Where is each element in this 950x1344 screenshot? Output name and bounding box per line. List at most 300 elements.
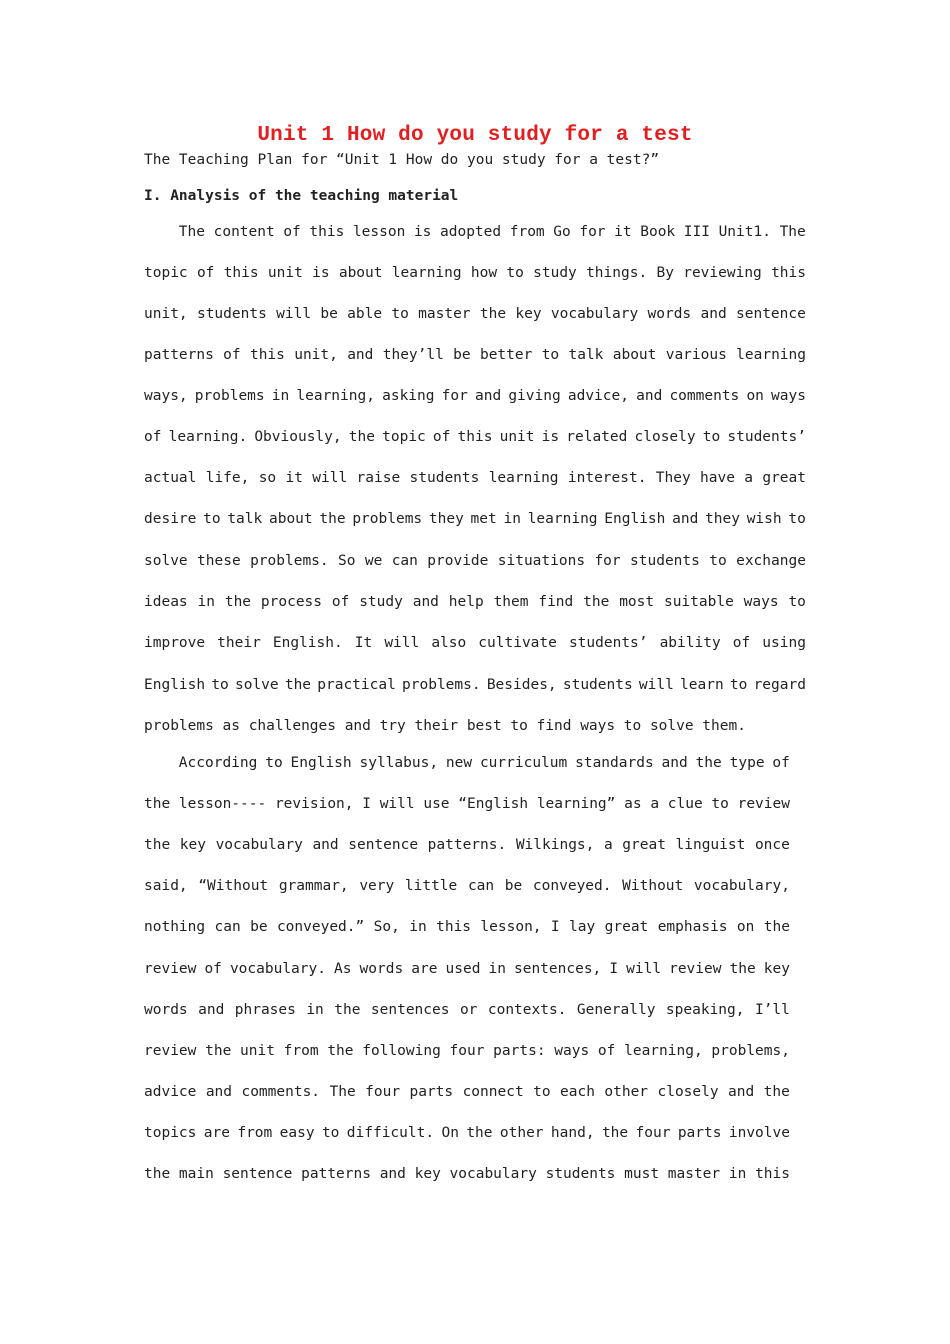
word: also bbox=[431, 635, 467, 651]
word: use bbox=[423, 796, 450, 812]
word: to bbox=[702, 429, 721, 445]
word: in bbox=[409, 919, 427, 935]
word: to bbox=[510, 718, 528, 734]
word: solve bbox=[649, 718, 694, 734]
word: the bbox=[763, 1084, 790, 1100]
word: to bbox=[623, 718, 642, 734]
word: for bbox=[579, 224, 606, 240]
word: words bbox=[359, 961, 404, 977]
word: and bbox=[672, 511, 699, 527]
word: students bbox=[196, 306, 267, 322]
word: On bbox=[441, 1125, 459, 1141]
word: syllabus, bbox=[359, 755, 439, 771]
paragraph-1-line bbox=[144, 429, 806, 445]
paragraph-2-line bbox=[144, 1002, 790, 1018]
word: will bbox=[312, 470, 348, 486]
word: find bbox=[536, 718, 572, 734]
word: and bbox=[412, 594, 439, 610]
word: to bbox=[788, 594, 806, 610]
word: parts bbox=[677, 1125, 722, 1141]
word: parts: bbox=[493, 1043, 546, 1059]
word: sentence bbox=[348, 837, 419, 853]
word: as bbox=[624, 796, 642, 812]
word: about bbox=[612, 347, 657, 363]
word: unit bbox=[240, 1043, 275, 1059]
word: to bbox=[533, 1084, 551, 1100]
word: vocabulary bbox=[215, 837, 303, 853]
word: learning, bbox=[296, 388, 375, 404]
word: clue bbox=[667, 796, 703, 812]
word: in bbox=[503, 511, 521, 527]
word: the bbox=[601, 1125, 629, 1141]
paragraph-1-line bbox=[144, 718, 806, 734]
word: lesson---- bbox=[178, 796, 267, 812]
word: III bbox=[683, 224, 710, 240]
word: I bbox=[609, 961, 619, 977]
word: to bbox=[211, 677, 229, 693]
word: topic bbox=[144, 265, 188, 281]
word: four bbox=[365, 1084, 401, 1100]
word: nothing bbox=[144, 919, 206, 935]
word: lesson, bbox=[480, 919, 542, 935]
word: learning, bbox=[624, 1043, 703, 1059]
word: following bbox=[362, 1043, 441, 1059]
word: the bbox=[144, 796, 171, 812]
word: to bbox=[265, 755, 283, 771]
word: By bbox=[656, 265, 674, 281]
word: vocabulary bbox=[449, 1166, 537, 1182]
word: better bbox=[479, 347, 533, 363]
word: said, bbox=[144, 878, 188, 894]
section-heading: I. Analysis of the teaching material bbox=[144, 188, 459, 204]
word: review bbox=[737, 796, 790, 812]
word: problems bbox=[352, 511, 423, 527]
word: ways bbox=[580, 718, 616, 734]
word: English. bbox=[272, 635, 343, 651]
word: difficult. bbox=[346, 1125, 435, 1141]
word: and bbox=[700, 306, 727, 322]
word: of bbox=[196, 265, 215, 281]
word: a bbox=[650, 796, 660, 812]
word: we bbox=[364, 553, 383, 569]
word: be bbox=[320, 306, 338, 322]
word: of bbox=[772, 755, 790, 771]
word: this bbox=[223, 265, 259, 281]
word: students bbox=[409, 470, 480, 486]
word: vocabulary, bbox=[693, 878, 790, 894]
word: from bbox=[283, 1043, 319, 1059]
word: Wilkings, bbox=[515, 837, 595, 853]
word: I bbox=[362, 796, 371, 812]
word: them. bbox=[702, 718, 746, 734]
word: can bbox=[214, 919, 241, 935]
word: the bbox=[334, 1002, 361, 1018]
word: and bbox=[347, 347, 374, 363]
word: sentences, bbox=[513, 961, 602, 977]
word: connect bbox=[462, 1084, 524, 1100]
word: have bbox=[700, 470, 735, 486]
word: the bbox=[348, 429, 375, 445]
word: vocabulary bbox=[550, 306, 639, 322]
paragraph-2-line bbox=[144, 919, 790, 935]
word: Unit1. bbox=[718, 224, 771, 240]
word: content bbox=[213, 224, 275, 240]
word: I bbox=[550, 919, 560, 935]
word: raise bbox=[356, 470, 401, 486]
paragraph-2-line bbox=[144, 1125, 790, 1141]
word: the bbox=[695, 755, 722, 771]
word: to bbox=[203, 511, 221, 527]
word: type bbox=[729, 755, 765, 771]
word: these bbox=[197, 553, 241, 569]
word: other bbox=[499, 1125, 544, 1141]
word: talk bbox=[568, 347, 604, 363]
word: solve bbox=[234, 677, 279, 693]
word: learning” bbox=[536, 796, 616, 812]
word: be bbox=[504, 878, 523, 894]
word: find bbox=[538, 594, 574, 610]
word: will bbox=[379, 796, 415, 812]
word: sentence bbox=[736, 306, 806, 322]
word: and bbox=[728, 1084, 755, 1100]
word: patterns bbox=[144, 347, 214, 363]
word: and bbox=[636, 388, 663, 404]
word: or bbox=[459, 1002, 478, 1018]
word: it bbox=[285, 470, 303, 486]
word: easy bbox=[279, 1125, 315, 1141]
word: them bbox=[493, 594, 529, 610]
word: will bbox=[384, 635, 420, 651]
word: solve bbox=[144, 553, 188, 569]
word: the bbox=[327, 1043, 354, 1059]
word: related bbox=[566, 429, 628, 445]
word: students bbox=[630, 553, 700, 569]
word: Besides, bbox=[486, 677, 557, 693]
word: the bbox=[144, 1166, 171, 1182]
word: So, bbox=[373, 919, 400, 935]
word: the bbox=[284, 677, 312, 693]
word: little bbox=[404, 878, 458, 894]
word: advice, bbox=[567, 388, 629, 404]
word: be bbox=[250, 919, 268, 935]
paragraph-2-line bbox=[144, 1043, 790, 1059]
word: problems. bbox=[402, 677, 481, 693]
word: exchange bbox=[736, 553, 806, 569]
word: challenges bbox=[248, 718, 336, 734]
word: is bbox=[541, 429, 560, 445]
word: great bbox=[622, 837, 666, 853]
word: for bbox=[594, 553, 621, 569]
word: try bbox=[379, 718, 406, 734]
word: curriculum bbox=[479, 755, 568, 771]
word: problems bbox=[144, 718, 214, 734]
word: various bbox=[665, 347, 727, 363]
paragraph-1-line bbox=[144, 265, 806, 281]
word: on bbox=[746, 388, 764, 404]
paragraph-1-line bbox=[144, 388, 806, 404]
word: review bbox=[144, 1043, 197, 1059]
word: topic bbox=[382, 429, 426, 445]
word: a bbox=[744, 470, 754, 486]
word: reviewing bbox=[683, 265, 762, 281]
word: the bbox=[479, 306, 507, 322]
paragraph-2-line bbox=[144, 878, 790, 894]
word: conveyed. bbox=[532, 878, 612, 894]
word: as bbox=[222, 718, 240, 734]
word: the bbox=[466, 1125, 493, 1141]
word: So bbox=[338, 553, 356, 569]
word: and bbox=[661, 755, 688, 771]
word: this bbox=[436, 919, 472, 935]
word: They bbox=[655, 470, 691, 486]
word: ways bbox=[554, 1043, 590, 1059]
word: The bbox=[178, 224, 205, 240]
word: and bbox=[312, 837, 339, 853]
word: are bbox=[411, 961, 438, 977]
word: used bbox=[445, 961, 481, 977]
word: patterns bbox=[301, 1166, 371, 1182]
word: improve bbox=[144, 635, 206, 651]
paragraph-1-line bbox=[144, 594, 806, 610]
paragraph-2-line bbox=[144, 961, 790, 977]
word: the bbox=[729, 961, 756, 977]
word: As bbox=[334, 961, 352, 977]
word: regard bbox=[753, 677, 806, 693]
word: they bbox=[705, 511, 740, 527]
word: their bbox=[217, 635, 261, 651]
word: ability bbox=[659, 635, 721, 651]
word: students bbox=[545, 1166, 616, 1182]
word: Book bbox=[640, 224, 676, 240]
word: this bbox=[309, 224, 345, 240]
word: Obviously, bbox=[254, 429, 342, 445]
word: from bbox=[237, 1125, 273, 1141]
word: The bbox=[329, 1084, 356, 1100]
word: help bbox=[448, 594, 484, 610]
word: master bbox=[418, 306, 471, 322]
word: things. bbox=[586, 265, 648, 281]
word: four bbox=[635, 1125, 671, 1141]
word: English bbox=[144, 677, 206, 693]
word: this bbox=[755, 1166, 790, 1182]
word: comments. bbox=[241, 1084, 321, 1100]
word: can bbox=[467, 878, 495, 894]
word: able bbox=[347, 306, 383, 322]
word: in bbox=[488, 961, 506, 977]
word: learning bbox=[488, 470, 559, 486]
word: talk bbox=[227, 511, 263, 527]
word: process bbox=[260, 594, 323, 610]
word: of bbox=[144, 429, 162, 445]
word: of bbox=[283, 224, 301, 240]
word: of bbox=[204, 961, 222, 977]
word: master bbox=[667, 1166, 721, 1182]
word: the bbox=[144, 837, 171, 853]
word: to bbox=[711, 796, 729, 812]
word: of bbox=[331, 594, 350, 610]
word: most bbox=[619, 594, 655, 610]
word: very bbox=[359, 878, 395, 894]
word: in bbox=[271, 388, 290, 404]
word: hand, bbox=[550, 1125, 595, 1141]
word: key bbox=[179, 837, 206, 853]
word: English bbox=[604, 511, 666, 527]
word: English bbox=[290, 755, 352, 771]
word: topics bbox=[144, 1125, 197, 1141]
paragraph-1-line bbox=[144, 677, 806, 693]
word: will bbox=[276, 306, 312, 322]
word: will bbox=[626, 961, 662, 977]
word: this bbox=[249, 347, 285, 363]
paragraph-1-line bbox=[144, 347, 806, 363]
word: situations bbox=[497, 553, 586, 569]
word: lesson bbox=[352, 224, 406, 240]
word: must bbox=[624, 1166, 660, 1182]
word: to bbox=[506, 265, 524, 281]
word: phrases bbox=[234, 1002, 296, 1018]
word: problems, bbox=[711, 1043, 790, 1059]
word: revision, bbox=[274, 796, 354, 812]
word: students’ bbox=[727, 429, 806, 445]
word: contexts. bbox=[487, 1002, 567, 1018]
word: speaking, bbox=[665, 1002, 745, 1018]
word: Generally bbox=[576, 1002, 656, 1018]
word: using bbox=[762, 635, 806, 651]
word: “English bbox=[458, 796, 529, 812]
word: a bbox=[603, 837, 613, 853]
word: vocabulary. bbox=[229, 961, 326, 977]
word: learning. bbox=[168, 429, 248, 445]
word: in bbox=[306, 1002, 324, 1018]
word: learning bbox=[527, 511, 598, 527]
word: key bbox=[414, 1166, 441, 1182]
word: to bbox=[541, 347, 560, 363]
word: learn bbox=[680, 677, 724, 693]
paragraph-2-line bbox=[144, 837, 790, 853]
word: study bbox=[359, 594, 403, 610]
paragraph-2-line bbox=[144, 755, 790, 771]
word: The bbox=[779, 224, 806, 240]
word: students’ bbox=[568, 635, 648, 651]
word: Without bbox=[622, 878, 684, 894]
word: linguist bbox=[675, 837, 746, 853]
word: how bbox=[470, 265, 498, 281]
word: standards bbox=[575, 755, 654, 771]
paragraph-2-line bbox=[144, 1166, 790, 1182]
word: learning bbox=[391, 265, 462, 281]
word: it bbox=[614, 224, 632, 240]
word: the bbox=[763, 919, 790, 935]
word: problems bbox=[194, 388, 265, 404]
word: best bbox=[466, 718, 502, 734]
word: unit bbox=[267, 265, 303, 281]
paragraph-1-line bbox=[144, 553, 806, 569]
word: about bbox=[338, 265, 383, 281]
word: unit, bbox=[294, 347, 338, 363]
word: main bbox=[178, 1166, 214, 1182]
word: and bbox=[205, 1084, 233, 1100]
word: and bbox=[344, 718, 371, 734]
word: is bbox=[312, 265, 330, 281]
word: great bbox=[604, 919, 649, 935]
word: the bbox=[224, 594, 252, 610]
word: ways bbox=[743, 594, 779, 610]
word: and bbox=[379, 1166, 406, 1182]
word: will bbox=[638, 677, 674, 693]
word: According bbox=[178, 755, 258, 771]
word: unit bbox=[499, 429, 535, 445]
word: about bbox=[268, 511, 313, 527]
word: involve bbox=[728, 1125, 790, 1141]
word: their bbox=[414, 718, 459, 734]
word: suitable bbox=[663, 594, 734, 610]
word: to bbox=[321, 1125, 340, 1141]
word: for bbox=[441, 388, 468, 404]
word: and bbox=[198, 1002, 225, 1018]
word: emphasis bbox=[657, 919, 728, 935]
word: learning bbox=[736, 347, 806, 363]
word: each bbox=[560, 1084, 595, 1100]
word: are bbox=[203, 1125, 230, 1141]
word: to bbox=[729, 677, 748, 693]
word: patterns. bbox=[427, 837, 507, 853]
paragraph-1-line bbox=[144, 306, 806, 322]
word: on bbox=[736, 919, 755, 935]
word: parts bbox=[409, 1084, 454, 1100]
word: ways, bbox=[144, 388, 188, 404]
word: practical bbox=[317, 677, 396, 693]
word: closely bbox=[634, 429, 696, 445]
word: ways bbox=[771, 388, 806, 404]
word: comments bbox=[669, 388, 740, 404]
word: desire bbox=[144, 511, 197, 527]
word: sentences bbox=[370, 1002, 450, 1018]
word: this bbox=[771, 265, 806, 281]
paragraph-1-line bbox=[144, 224, 806, 240]
word: in bbox=[197, 594, 215, 610]
word: of bbox=[732, 635, 751, 651]
word: and bbox=[474, 388, 502, 404]
word: actual bbox=[144, 470, 197, 486]
word: problems. bbox=[250, 553, 329, 569]
word: grammar, bbox=[278, 878, 349, 894]
word: they’ll bbox=[382, 347, 444, 363]
word: is bbox=[413, 224, 432, 240]
word: to bbox=[391, 306, 409, 322]
document-title: Unit 1 How do you study for a test bbox=[257, 124, 693, 147]
word: to bbox=[788, 511, 806, 527]
word: interest. bbox=[567, 470, 647, 486]
word: the bbox=[583, 594, 610, 610]
word: they bbox=[428, 511, 464, 527]
word: of bbox=[223, 347, 241, 363]
word: four bbox=[449, 1043, 485, 1059]
paragraph-1-line bbox=[144, 635, 806, 651]
word: can bbox=[391, 553, 418, 569]
word: words bbox=[144, 1002, 188, 1018]
word: “Without bbox=[198, 878, 269, 894]
document-subtitle: The Teaching Plan for “Unit 1 How do you study for a test?” bbox=[144, 152, 660, 168]
word: life, bbox=[205, 470, 250, 486]
word: I’ll bbox=[754, 1002, 790, 1018]
word: Go bbox=[553, 224, 571, 240]
paragraph-1-line bbox=[144, 511, 806, 527]
word: provide bbox=[427, 553, 489, 569]
word: students bbox=[562, 677, 633, 693]
word: of bbox=[432, 429, 451, 445]
word: advice bbox=[144, 1084, 197, 1100]
word: the bbox=[205, 1043, 232, 1059]
